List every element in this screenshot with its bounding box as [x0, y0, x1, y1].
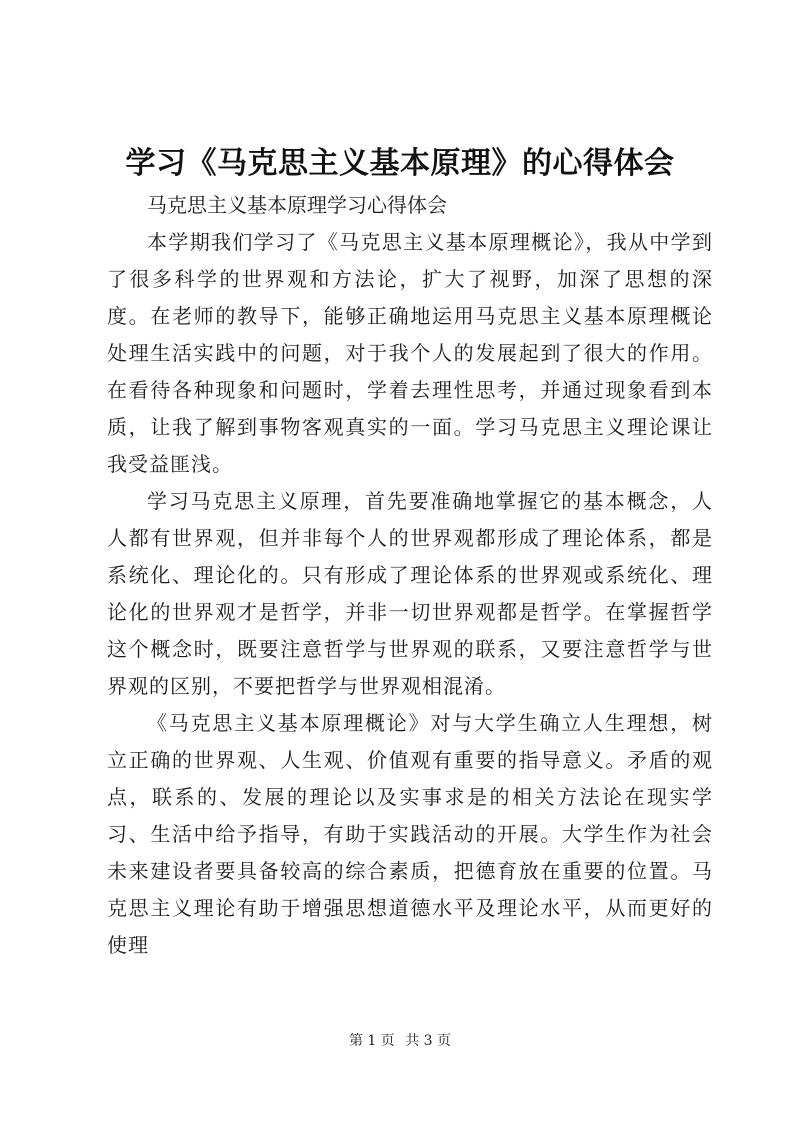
paragraph-2: 学习马克思主义原理，首先要准确地掌握它的基本概念，人人都有世界观，但并非每个人的世界观都形成了理论体系，都是系统化、理论化的。只有形成了理论体系的世界观或系统化、理论化的世界观才是哲学，并非一切世界观都是哲学。在掌握哲学这个概念时，既要注意哲学与世界观的联系，又要注意哲学与世界观的区别，不要把哲学与世界观相混淆。 [107, 489, 713, 698]
page-total: 共 3 页 [405, 1033, 452, 1049]
paragraph-1: 本学期我们学习了《马克思主义基本原理概论》，我从中学到了很多科学的世界观和方法论，扩大了视野，加深了思想的深度。在老师的教导下，能够正确地运用马克思主义基本原理概论处理生活实践中的问题，对于我个人的发展起到了很大的作用。在看待各种现象和问题时，学着去理性思考，并通过现象看到本质，让我了解到事物客观真实的一面。学习马克思主义理论课让我受益匪浅。 [107, 230, 713, 476]
document-title: 学习《马克思主义基本原理》的心得体会 [125, 146, 675, 181]
paragraph-3: 《马克思主义基本原理概论》对与大学生确立人生理想，树立正确的世界观、人生观、价值观有重要的指导意义。矛盾的观点，联系的、发展的理论以及实事求是的相关方法论在现实学习、生活中给予指导，有助于实践活动的开展。大学生作为社会未来建设者要具备较高的综合素质，把德育放在重要的位置。马克思主义理论有助于增强思想道德水平及理论水平，从而更好的使理 [107, 711, 713, 957]
document-body [107, 186, 713, 964]
page-number: 第 1 页 [348, 1033, 395, 1049]
document-subtitle: 马克思主义基本原理学习心得体会 [147, 193, 447, 217]
page-footer [0, 1030, 800, 1050]
